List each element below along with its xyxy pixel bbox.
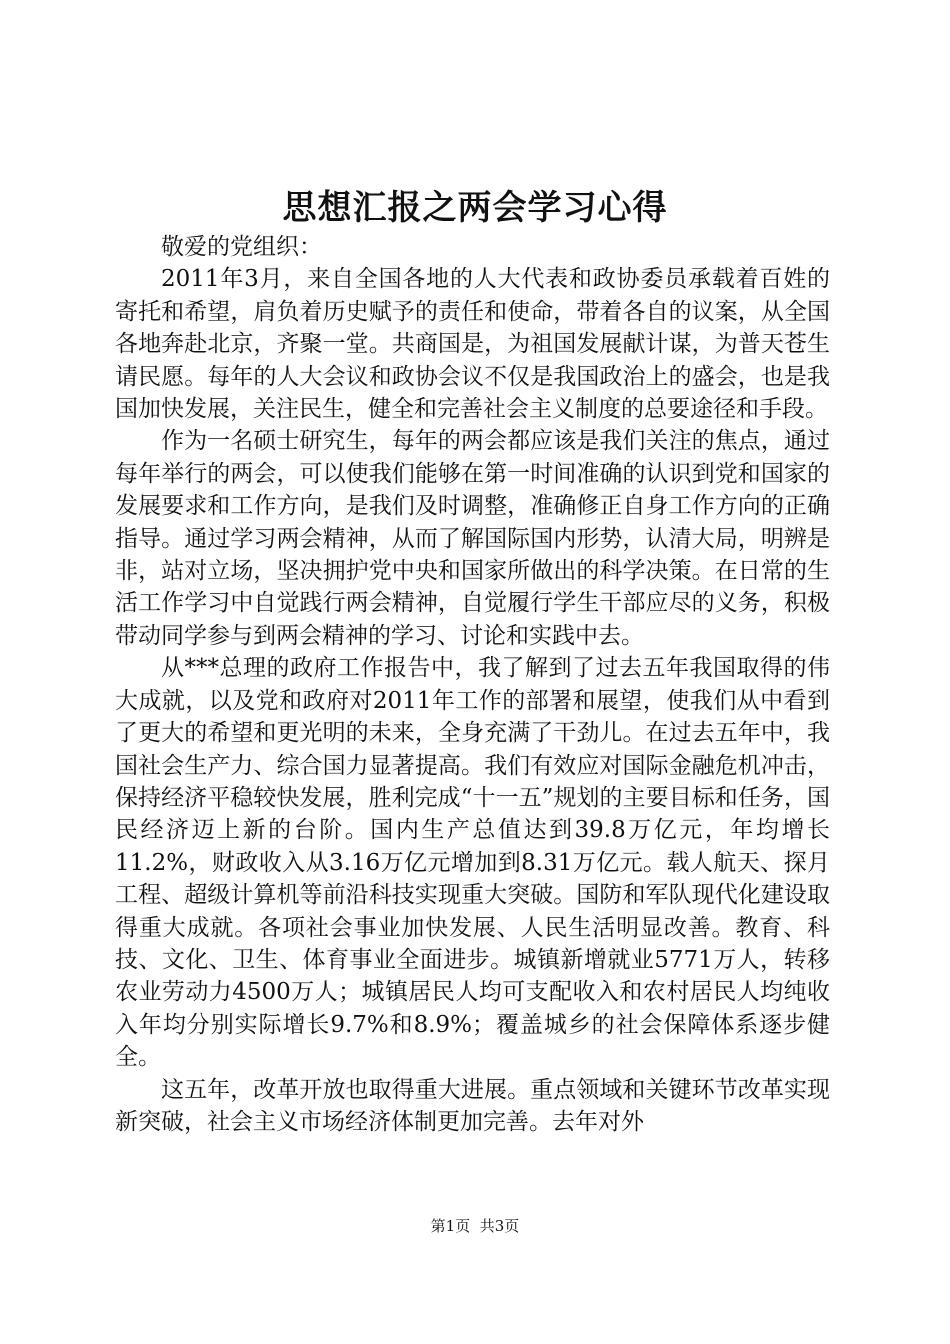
page-footer bbox=[0, 1214, 950, 1238]
salutation: 敬爱的党组织： bbox=[161, 234, 322, 260]
document-title: 思想汇报之两会学习心得 bbox=[282, 188, 668, 228]
document-body bbox=[115, 231, 830, 1138]
paragraph: 2011年3月，来自全国各地的人大代表和政协委员承载着百姓的寄托和希望，肩负着历史赋予的责任和使命，带着各自的议案，从全国各地奔赴北京，齐聚一堂。共商国是，为祖国发展献计谋，为普天苍生请民愿。每年的人大会议和政协会议不仅是我国政治上的盛会，也是我国加快发展，关注民生，健全和完善社会主义制度的总要途径和手段。 bbox=[115, 266, 830, 423]
paragraph: 这五年，改革开放也取得重大进展。重点领域和关键环节改革实现新突破，社会主义市场经济体制更加完善。去年对外 bbox=[115, 1076, 830, 1135]
page-number: 第1页 bbox=[430, 1217, 471, 1235]
page-total: 共3页 bbox=[479, 1217, 520, 1235]
paragraph: 作为一名硕士研究生，每年的两会都应该是我们关注的焦点，通过每年举行的两会，可以使我们能够在第一时间准确的认识到党和国家的发展要求和工作方向，是我们及时调整，准确修正自身工作方向的正确指导。通过学习两会精神，从而了解国际国内形势，认清大局，明辨是非，站对立场，坚决拥护党中央和国家所做出的科学决策。在日常的生活工作学习中自觉践行两会精神，自觉履行学生干部应尽的义务，积极带动同学参与到两会精神的学习、讨论和实践中去。 bbox=[115, 428, 830, 649]
paragraph: 从***总理的政府工作报告中，我了解到了过去五年我国取得的伟大成就，以及党和政府对2011年工作的部署和展望，使我们从中看到了更大的希望和更光明的未来，全身充满了干劲儿。在过去五年中，我国社会生产力、综合国力显著提高。我们有效应对国际金融危机冲击，保持经济平稳较快发展，胜利完成“十一五”规划的主要目标和任务，国民经济迈上新的台阶。国内生产总值达到39.8万亿元，年均增长11.2%，财政收入从3.16万亿元增加到8.31万亿元。载人航天、探月工程、超级计算机等前沿科技实现重大突破。国防和军队现代化建设取得重大成就。各项社会事业加快发展、人民生活明显改善。教育、科技、文化、卫生、体育事业全面进步。城镇新增就业5771万人，转移农业劳动力4500万人；城镇居民人均可支配收入和农村居民人均纯收入年均分别实际增长9.7%和8.9%；覆盖城乡的社会保障体系逐步健全。 bbox=[115, 655, 830, 1071]
